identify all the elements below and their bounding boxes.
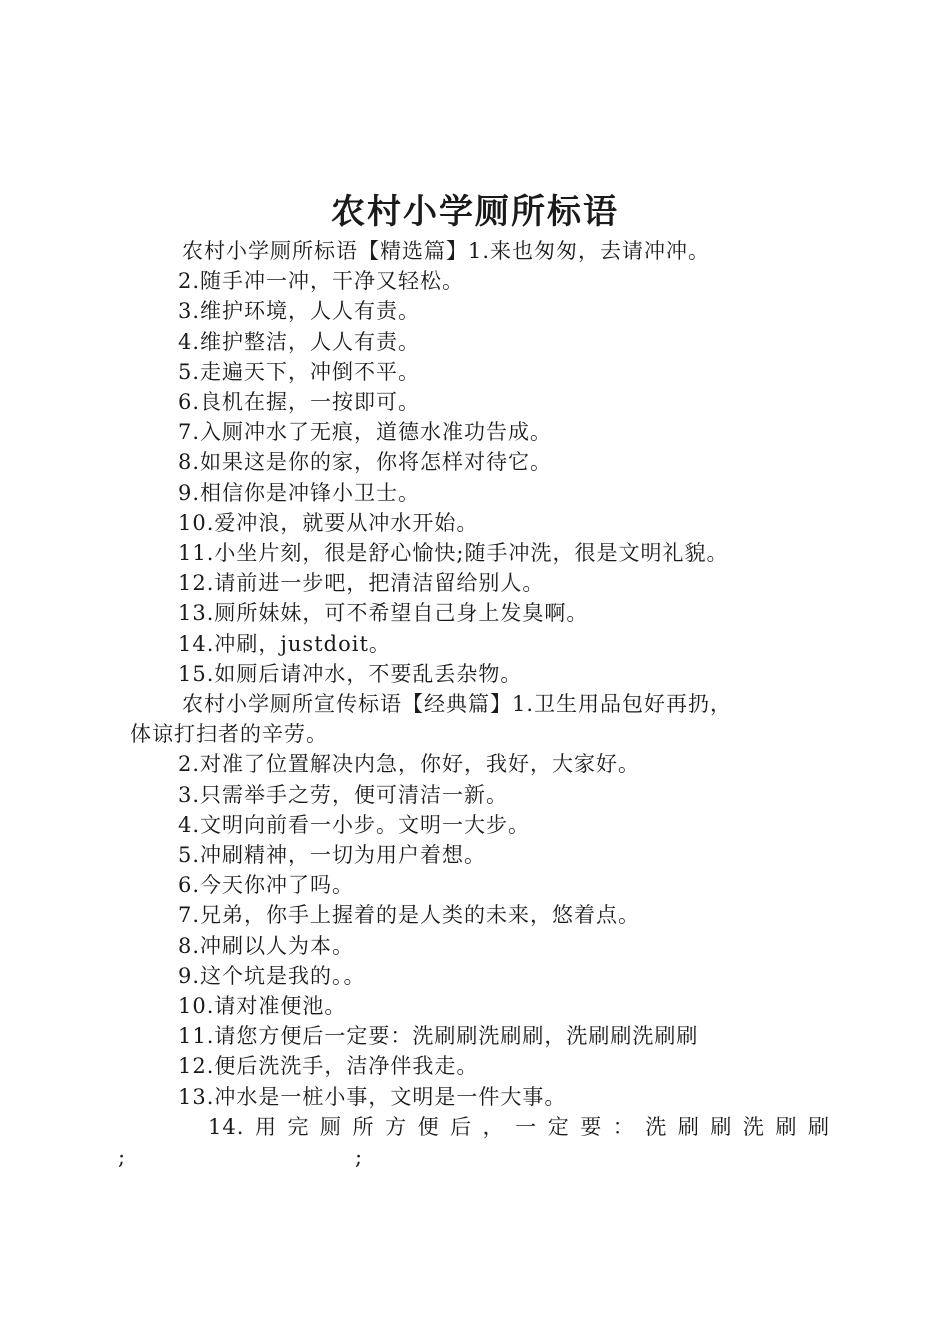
text-line: 5.走遍天下，冲倒不平。: [178, 359, 421, 384]
text-line: 3.只需举手之劳，便可清洁一新。: [178, 782, 509, 807]
text-fragment: 定: [547, 1114, 570, 1139]
text-line: 4.维护整洁，人人有责。: [178, 329, 421, 354]
text-fragment: 所: [352, 1114, 375, 1139]
text-fragment: 用: [254, 1114, 277, 1139]
text-line: 7.入厕冲水了无痕，道德水准功告成。: [178, 420, 553, 445]
text-line: 农村小学厕所宣传标语【经典篇】1.卫生用品包好再扔，: [182, 692, 733, 717]
semicolon-line: [118, 1142, 830, 1172]
text-line: 11.请您方便后一定要：洗刷刷洗刷刷，洗刷刷洗刷刷: [178, 1024, 699, 1049]
text-fragment: 要: [580, 1114, 603, 1139]
text-line: 8.冲刷以人为本。: [178, 933, 355, 958]
text-fragment: 14.: [208, 1114, 245, 1139]
text-line: 13.厕所妹妹，可不希望自己身上发臭啊。: [178, 601, 589, 626]
text-fragment: 洗: [742, 1114, 765, 1139]
text-line: 15.如厕后请冲水，不要乱丢杂物。: [178, 661, 523, 686]
text-line: 6.今天你冲了吗。: [178, 873, 355, 898]
text-line: 9.这个坑是我的。。: [178, 963, 366, 988]
text-line: 5.冲刷精神，一切为用户着想。: [178, 843, 487, 868]
text-line: 2.随手冲一冲，干净又轻松。: [178, 269, 465, 294]
text-fragment: 刷: [710, 1114, 733, 1139]
text-line: 农村小学厕所标语【精选篇】1.来也匆匆，去请冲冲。: [182, 239, 711, 263]
text-line: 4.文明向前看一小步。文明一大步。: [178, 812, 531, 837]
text-line: 3.维护环境，人人有责。: [178, 299, 421, 324]
text-line: 6.良机在握，一按即可。: [178, 390, 421, 415]
text-fragment: ，: [482, 1114, 505, 1139]
text-fragment: ：: [612, 1114, 635, 1139]
text-fragment: 完: [287, 1114, 310, 1139]
text-fragment: 刷: [677, 1114, 700, 1139]
justified-line: [130, 1112, 830, 1142]
text-line: 体谅打扫者的辛劳。: [130, 722, 328, 747]
text-fragment: 便: [417, 1114, 440, 1139]
text-fragment: 方: [385, 1114, 408, 1139]
document-body: [118, 236, 830, 1172]
text-fragment: 洗: [645, 1114, 668, 1139]
text-line: 9.相信你是冲锋小卫士。: [178, 480, 421, 505]
text-line: 13.冲水是一桩小事，文明是一件大事。: [178, 1084, 567, 1109]
text-line: 2.对准了位置解决内急，你好，我好，大家好。: [178, 752, 641, 777]
text-fragment: 刷: [775, 1114, 798, 1139]
text-fragment: 厕: [320, 1114, 342, 1139]
text-line: 11.小坐片刻，很是舒心愉快;随手冲洗，很是文明礼貌。: [178, 541, 729, 566]
text-line: 10.爱冲浪，就要从冲水开始。: [178, 510, 479, 535]
text-line: 10.请对准便池。: [178, 994, 347, 1019]
semicolon: ;: [118, 1145, 127, 1170]
text-line: 12.便后洗洗手，洁净伴我走。: [178, 1054, 479, 1079]
text-fragment: 后: [450, 1114, 473, 1139]
text-fragment: 一: [515, 1114, 538, 1139]
document-title: 农村小学厕所标语: [331, 192, 619, 232]
text-line: 12.请前进一步吧，把清洁留给别人。: [178, 571, 545, 596]
text-line: 8.如果这是你的家，你将怎样对待它。: [178, 450, 553, 475]
text-line: 7.兄弟，你手上握着的是人类的未来，悠着点。: [178, 903, 641, 928]
text-fragment: 刷: [807, 1114, 830, 1139]
semicolon: ;: [355, 1145, 364, 1170]
text-line: 14.冲刷，justdoit。: [178, 631, 391, 656]
